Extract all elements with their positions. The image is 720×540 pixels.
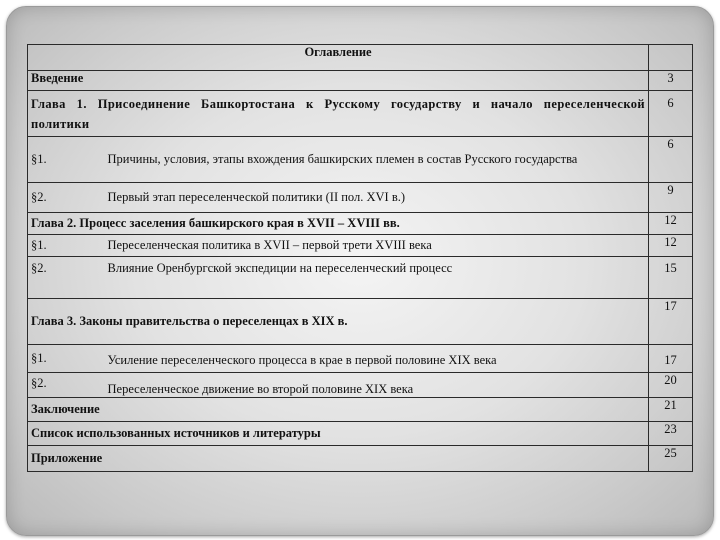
- toc-section-page: 12: [649, 235, 693, 257]
- toc-introduction-label: Введение: [28, 71, 649, 91]
- toc-row-appendix: [28, 446, 693, 472]
- toc-title-row: [28, 45, 693, 71]
- toc-row-chapter3-section1: [28, 345, 693, 373]
- toc-chapter2-page: 12: [649, 213, 693, 235]
- toc-section-page: 6: [649, 137, 693, 183]
- toc-introduction-page: 3: [649, 71, 693, 91]
- toc-section-page: 9: [649, 183, 693, 213]
- toc-section-number: §2.: [28, 257, 105, 299]
- toc-chapter1-title: Глава 1. Присоединение Башкортостана к Русскому государству и начало переселенческой политики: [28, 91, 649, 137]
- toc-chapter3-title: Глава 3. Законы правительства о переселенцах в XIX в.: [28, 299, 649, 345]
- toc-row-sources: [28, 422, 693, 446]
- toc-title-page-cell: [649, 45, 693, 71]
- toc-section-label: Переселенческая политика в XVII – первой трети XVIII века: [105, 235, 649, 257]
- toc-chapter2-title: Глава 2. Процесс заселения башкирского края в XVII – XVIII вв.: [28, 213, 649, 235]
- toc-row-chapter2-section1: [28, 235, 693, 257]
- toc-row-chapter3-section2: [28, 373, 693, 398]
- toc-row-conclusion: [28, 398, 693, 422]
- toc-section-label: Причины, условия, этапы вхождения башкирских племен в состав Русского государства: [105, 137, 649, 183]
- toc-row-chapter1-section1: [28, 137, 693, 183]
- toc-conclusion-label: Заключение: [28, 398, 649, 422]
- toc-row-chapter3: [28, 299, 693, 345]
- toc-section-label: Первый этап переселенческой политики (II пол. XVI в.): [105, 183, 649, 213]
- toc-row-chapter2-section2: [28, 257, 693, 299]
- toc-conclusion-page: 21: [649, 398, 693, 422]
- toc-section-page: 20: [649, 373, 693, 398]
- toc-appendix-label: Приложение: [28, 446, 649, 472]
- toc-sources-label: Список использованных источников и литературы: [28, 422, 649, 446]
- toc-row-chapter1: [28, 91, 693, 137]
- toc-chapter1-page: 6: [649, 91, 693, 137]
- toc-section-page: 15: [649, 257, 693, 299]
- toc-title: Оглавление: [28, 45, 649, 71]
- toc-section-number: §1.: [28, 235, 105, 257]
- toc-row-chapter1-section2: [28, 183, 693, 213]
- toc-section-number: §1.: [28, 137, 105, 183]
- toc-sources-page: 23: [649, 422, 693, 446]
- toc-section-label: Усиление переселенческого процесса в крае в первой половине XIX века: [105, 345, 649, 373]
- table-of-contents: [27, 44, 693, 472]
- toc-row-chapter2: [28, 213, 693, 235]
- toc-chapter3-page: 17: [649, 299, 693, 345]
- toc-section-number: §1.: [28, 345, 105, 373]
- toc-section-label: Переселенческое движение во второй половине XIX века: [105, 373, 649, 398]
- toc-section-number: §2.: [28, 183, 105, 213]
- toc-section-number: §2.: [28, 373, 105, 398]
- toc-appendix-page: 25: [649, 446, 693, 472]
- toc-row-introduction: [28, 71, 693, 91]
- toc-section-label: Влияние Оренбургской экспедиции на переселенческий процесс: [105, 257, 649, 299]
- toc-section-page: 17: [649, 345, 693, 373]
